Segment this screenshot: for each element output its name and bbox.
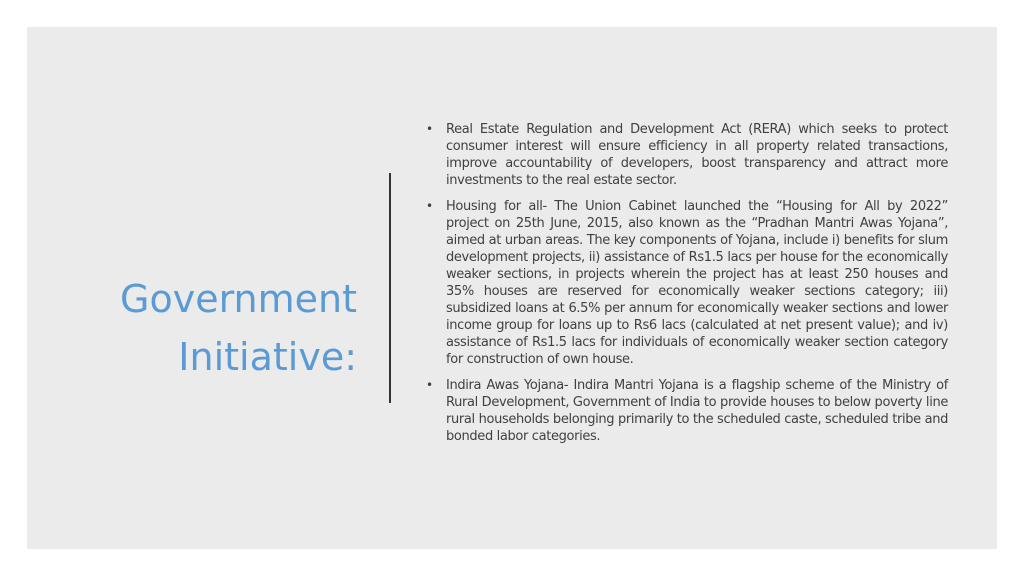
bullet-text: Real Estate Regulation and Development Act (RERA) which seeks to protect consumer interest will ensure efficiency in all property related transactions, improve accountability of developers, boost transparency and attract more investments to the real estate sector. xyxy=(446,122,948,188)
bullet-icon: • xyxy=(426,199,433,213)
bullet-item-rera xyxy=(422,121,948,189)
bullet-list xyxy=(422,121,948,454)
bullet-text: Housing for all- The Union Cabinet launched the “Housing for All by 2022” project on 25th June, 2015, also known as the “Pradhan Mantri Awas Yojana”, aimed at urban areas. The key components of Yojana, include i) benefits for slum development projects, ii) assistance of Rs1.5 lacs per house for the economically weaker sections, in projects wherein the project has at least 250 houses and 35% houses are reserved for economically weaker sections category; iii) subsidized loans at 6.5% per annum for economically weaker sections and lower income group for loans up to Rs6 lacs (calculated at net present value); and iv) assistance of Rs1.5 lacs for individuals of economically weaker section category for construction of own house. xyxy=(446,199,948,367)
slide xyxy=(27,27,997,549)
slide-title xyxy=(120,270,357,386)
bullet-icon: • xyxy=(426,378,433,392)
slide-title-line-2: Initiative: xyxy=(178,335,357,380)
bullet-item-housing-for-all xyxy=(422,198,948,368)
slide-title-line-1: Government xyxy=(120,277,357,322)
bullet-text: Indira Awas Yojana- Indira Mantri Yojana is a flagship scheme of the Ministry of Rural Development, Government of India to provide houses to below poverty line rural households belonging primarily to the scheduled caste, scheduled tribe and bonded labor categories. xyxy=(446,378,948,444)
bullet-icon: • xyxy=(426,122,433,136)
vertical-divider xyxy=(389,173,391,403)
bullet-item-indira-awas-yojana xyxy=(422,377,948,445)
